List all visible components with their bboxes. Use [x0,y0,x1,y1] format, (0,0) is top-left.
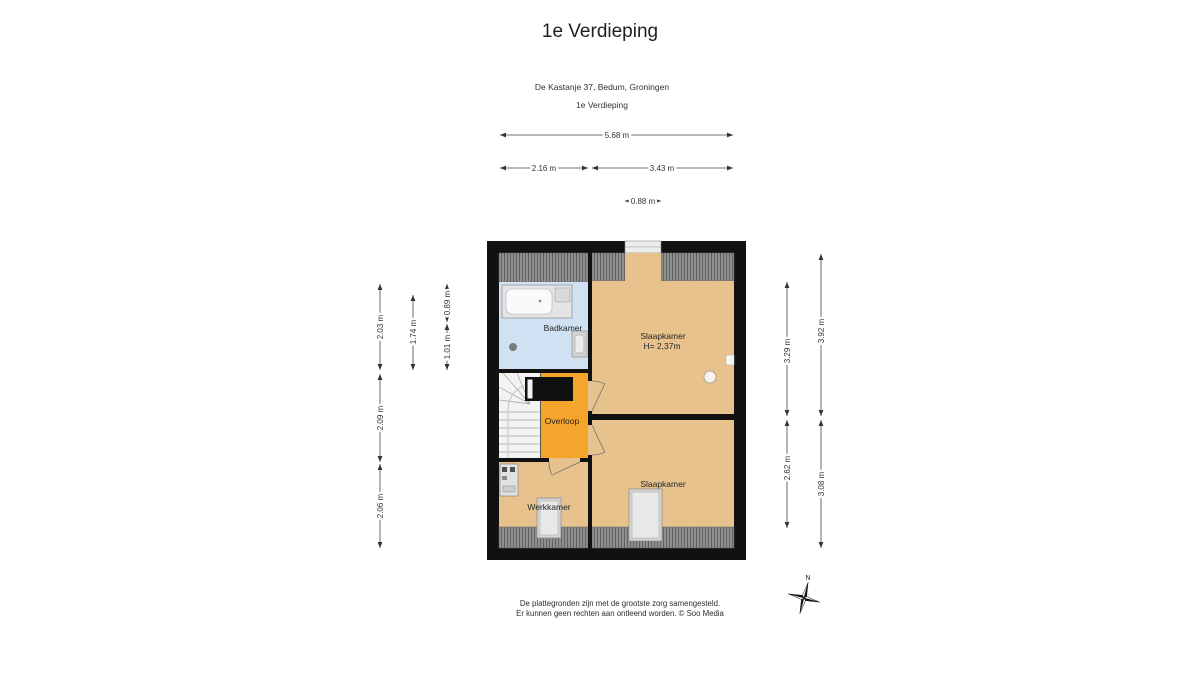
central-wall-upper [588,253,592,381]
roof-slope-top-left [499,253,588,282]
floor-plan [487,241,746,560]
dormer-alcove [625,253,661,282]
toilet-icon [572,331,587,357]
dimension-label-right-width: 3.43 m [649,164,675,173]
dimension-label-bathroom: 1.74 m [409,319,418,345]
roof-slope-bottom-right [592,527,734,548]
central-wall-lower [588,455,592,548]
study-door-opening [549,458,580,462]
room-height-bedroom-front: H= 2,37m [643,341,681,351]
boiler-icon [500,464,518,496]
ceiling-lamp-icon [704,371,716,383]
dimension-label-right-inner-upper: 3.29 m [783,338,792,364]
horizontal-dimensions [500,131,733,206]
roof-slope-top-right [661,253,734,281]
wall-niche [726,355,734,365]
dimension-label-dormer-width: 0.88 m [630,197,656,206]
dimension-label-bathroom-upper: 0.89 m [443,290,452,316]
compass-north-label: N [805,575,811,582]
room-label-bedroom-rear: Slaapkamer [640,479,686,489]
left-vertical-dimensions [376,284,452,548]
room-label-bedroom-front: Slaapkamer [640,331,686,341]
dimension-label-right-outer-upper: 3.92 m [817,318,826,344]
wall-bathroom-landing [499,369,588,373]
floor-drain-icon [509,343,517,351]
compass-rose-icon [789,583,820,614]
floor-label: 1e Verdieping [576,100,628,110]
dimension-label-right-outer-lower: 3.08 m [817,471,826,497]
stairwell-railing [525,377,573,401]
bedroom-rear-floor [592,420,734,527]
page-title: 1e Verdieping [541,21,659,42]
central-wall-middle [588,411,592,425]
address-label: De Kastanje 37, Bedum, Groningen [534,82,670,92]
disclaimer-line-2: Er kunnen geen rechten aan ontleend worden. © Soo Media [516,609,724,618]
roof-slope-top-middle [592,253,625,281]
right-vertical-dimensions [783,254,826,548]
dimension-label-left-width: 2.16 m [531,164,557,173]
disclaimer-line-1: De plattegronden zijn met de grootste zorg samengesteld. [519,599,721,608]
dimension-label-left-lower: 2.06 m [376,493,385,519]
dimension-label-total-width: 5.68 m [604,131,630,140]
room-label-landing: Overloop [544,416,580,426]
room-label-study: Werkkamer [527,502,571,512]
dormer-window [625,241,661,253]
skylight-bedroom-rear [629,489,662,541]
dimension-label-left-upper: 2.03 m [376,314,385,340]
wall-landing-study-right [580,458,588,462]
dimension-label-left-middle: 2.09 m [376,405,385,431]
dimension-label-right-inner-lower: 2.62 m [783,455,792,481]
dimension-label-bathroom-lower: 1.01 m [443,334,452,360]
room-label-bathroom: Badkamer [543,323,583,333]
wall-between-bedrooms [588,414,734,420]
wall-landing-study-left [499,458,549,462]
bathtub-icon [502,285,572,318]
